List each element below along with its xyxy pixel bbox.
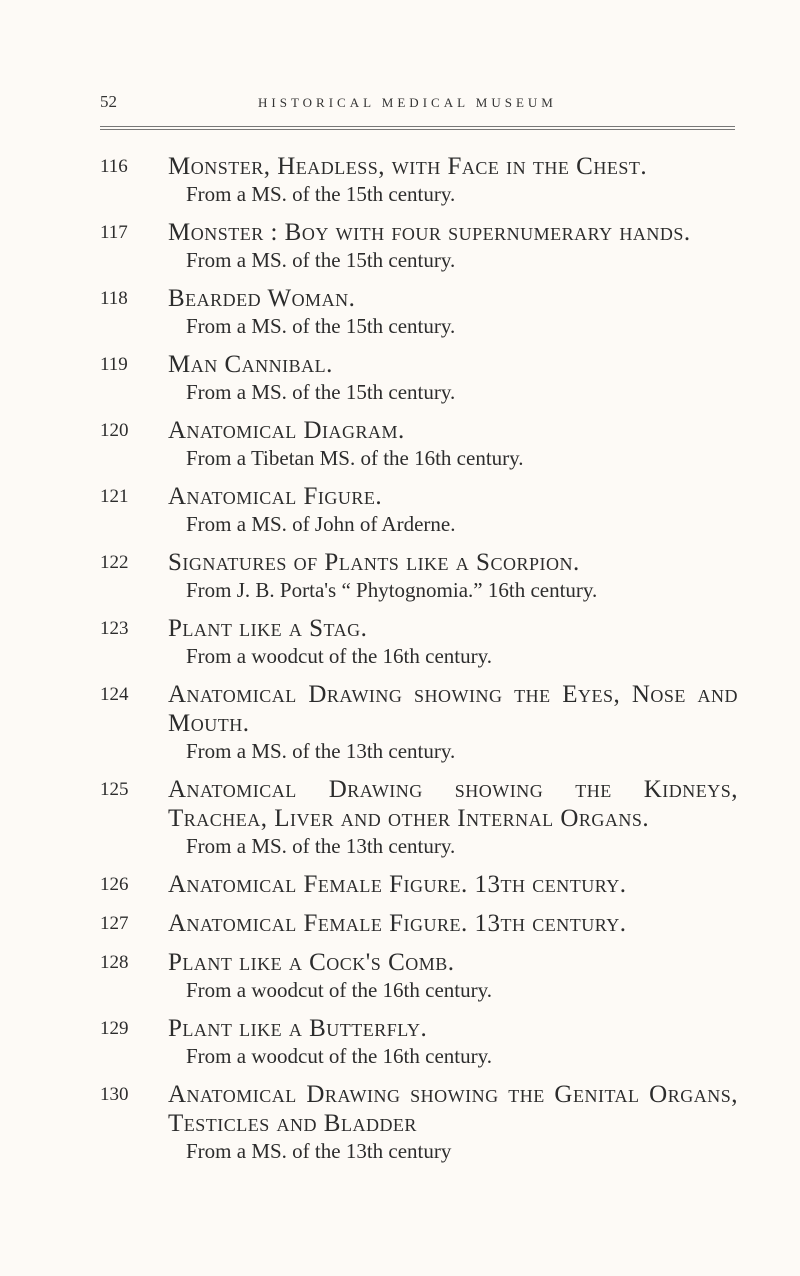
entry-number: 119 [100, 354, 128, 375]
entry-number: 122 [100, 552, 129, 573]
entry-title: Monster, Headless, with Face in the Chest. [168, 153, 648, 180]
catalogue-entry [0, 909, 800, 938]
catalogue-entry [0, 152, 800, 208]
catalogue-entry [0, 948, 800, 1004]
entry-title: Anatomical Drawing showing the Eyes, Nose and Mouth. [168, 681, 738, 737]
entry-number: 129 [100, 1018, 129, 1039]
entry-number: 120 [100, 420, 129, 441]
entry-title: Anatomical Drawing showing the Kidneys, Trachea, Liver and other Internal Organs. [168, 776, 738, 832]
entry-number: 116 [100, 156, 128, 177]
catalogue-entry [0, 870, 800, 899]
entry-number: 126 [100, 874, 129, 895]
entry-number: 127 [100, 913, 129, 934]
catalogue-entry [0, 1080, 800, 1165]
entry-source: From a MS. of the 15th century. [186, 314, 456, 338]
entry-number: 118 [100, 288, 128, 309]
entry-number: 117 [100, 222, 128, 243]
entry-source: From a woodcut of the 16th century. [186, 644, 492, 668]
entry-number: 128 [100, 952, 129, 973]
entry-source: From a woodcut of the 16th century. [186, 1044, 492, 1068]
catalogue-entry [0, 614, 800, 670]
catalogue-entry [0, 350, 800, 406]
entry-title: Anatomical Female Figure. 13th century. [168, 910, 627, 937]
running-head: HISTORICAL MEDICAL MUSEUM [258, 95, 557, 110]
entry-source: From a MS. of the 15th century. [186, 182, 456, 206]
entry-title: Monster : Boy with four supernumerary hands. [168, 219, 691, 246]
entry-source: From a MS. of the 15th century. [186, 380, 456, 404]
catalogue-entry [0, 416, 800, 472]
catalogue-entry [0, 284, 800, 340]
catalogue-entry [0, 548, 800, 604]
entry-title: Bearded Woman. [168, 285, 356, 312]
header-rule [100, 126, 735, 127]
entry-source: From a MS. of the 15th century. [186, 248, 456, 272]
entry-source: From a Tibetan MS. of the 16th century. [186, 446, 524, 470]
entry-number: 121 [100, 486, 129, 507]
entry-title: Plant like a Butterfly. [168, 1015, 428, 1042]
entry-number: 130 [100, 1084, 129, 1105]
entry-title: Man Cannibal. [168, 351, 333, 378]
catalogue-entry [0, 1014, 800, 1070]
catalogue-entry [0, 482, 800, 538]
catalogue-entry [0, 218, 800, 274]
entry-title: Anatomical Figure. [168, 483, 383, 510]
entry-source: From a woodcut of the 16th century. [186, 978, 492, 1002]
catalogue-entries [0, 152, 800, 1175]
catalogue-entry [0, 775, 800, 860]
entry-number: 124 [100, 684, 129, 705]
entry-source: From a MS. of the 13th century. [186, 834, 456, 858]
entry-number: 125 [100, 779, 129, 800]
entry-title: Anatomical Drawing showing the Genital Organs, Testicles and Bladder [168, 1081, 738, 1137]
catalogue-entry [0, 680, 800, 765]
page-number: 52 [100, 92, 117, 111]
entry-title: Anatomical Diagram. [168, 417, 405, 444]
entry-source: From J. B. Porta's “ Phytognomia.” 16th century. [186, 578, 598, 602]
header-rule-double [100, 129, 735, 130]
entry-number: 123 [100, 618, 129, 639]
entry-source: From a MS. of the 13th century. [186, 739, 456, 763]
entry-title: Signatures of Plants like a Scorpion. [168, 549, 580, 576]
entry-source: From a MS. of the 13th century [186, 1139, 452, 1163]
entry-source: From a MS. of John of Arderne. [186, 512, 456, 536]
entry-title: Plant like a Cock's Comb. [168, 949, 455, 976]
entry-title: Anatomical Female Figure. 13th century. [168, 871, 627, 898]
entry-title: Plant like a Stag. [168, 615, 368, 642]
